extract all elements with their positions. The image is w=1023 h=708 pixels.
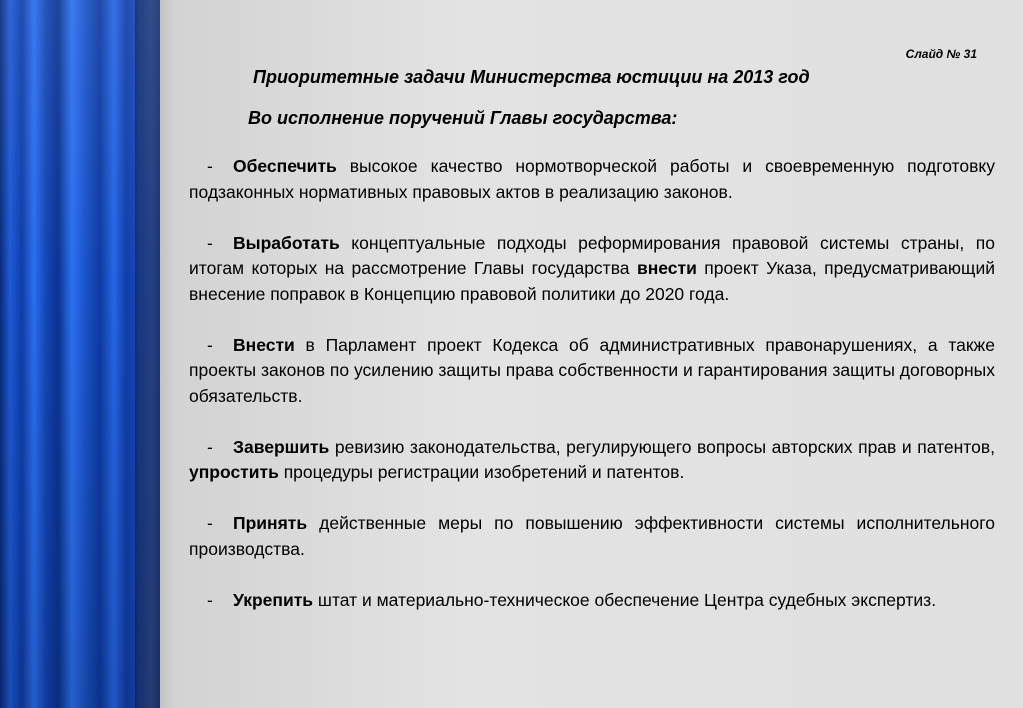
- slide-title: Приоритетные задачи Министерства юстиции на 2013 год: [253, 67, 810, 87]
- dash-bullet: -: [207, 334, 213, 355]
- task-text-continued: проект Указа, предусматривающий внесение поправок в Концепцию правовой политики до 2020 года.: [189, 258, 995, 304]
- dash-bullet: -: [207, 232, 213, 253]
- dash-bullet: -: [207, 436, 213, 457]
- task-verb: Внести: [233, 334, 295, 355]
- dash-bullet: -: [207, 589, 213, 610]
- task-text: ревизию законодательства, регулирующего вопросы авторских прав и патентов,: [329, 436, 995, 457]
- dash-bullet: -: [207, 156, 213, 176]
- task-verb-secondary: упростить: [189, 462, 279, 482]
- task-verb: Обеспечить: [233, 156, 337, 176]
- task-text: высокое качество нормотворческой работы и своевременную подготовку подзаконных нормативных правовых актов в реализацию законов.: [189, 156, 995, 202]
- slide-subtitle: Во исполнение поручений Главы государства:: [248, 108, 678, 128]
- task-verb: Принять: [233, 513, 308, 533]
- task-item-4: [189, 435, 995, 486]
- curtain-edge-shadow: [135, 0, 175, 708]
- dash-bullet: -: [207, 513, 213, 533]
- task-item-6: [189, 588, 995, 614]
- task-item-5: [189, 511, 995, 562]
- task-text: действенные меры по повышению эффективности системы исполнительного производства.: [189, 513, 995, 559]
- task-text-continued: процедуры регистрации изобретений и патентов.: [278, 462, 685, 482]
- task-text: концептуальные подходы реформирования правовой системы страны, по итогам которых на рассмотрение Главы государства: [189, 232, 995, 278]
- task-text: штат и материально-техническое обеспечение Центра судебных экспертиз.: [313, 589, 937, 610]
- task-text: в Парламент проект Кодекса об административных правонарушениях, а также проекты законов по усилению защиты права собственности и гарантирования защиты договорных обязательств.: [189, 334, 995, 406]
- task-item-1: [189, 154, 995, 205]
- task-verb: Завершить: [233, 436, 330, 457]
- task-list: [189, 154, 995, 639]
- task-item-2: [189, 231, 995, 308]
- task-verb: Выработать: [233, 232, 340, 253]
- task-verb: Укрепить: [233, 589, 314, 610]
- task-verb-secondary: внести: [636, 258, 697, 278]
- slide-number: Слайд № 31: [905, 47, 977, 61]
- task-item-3: [189, 333, 995, 410]
